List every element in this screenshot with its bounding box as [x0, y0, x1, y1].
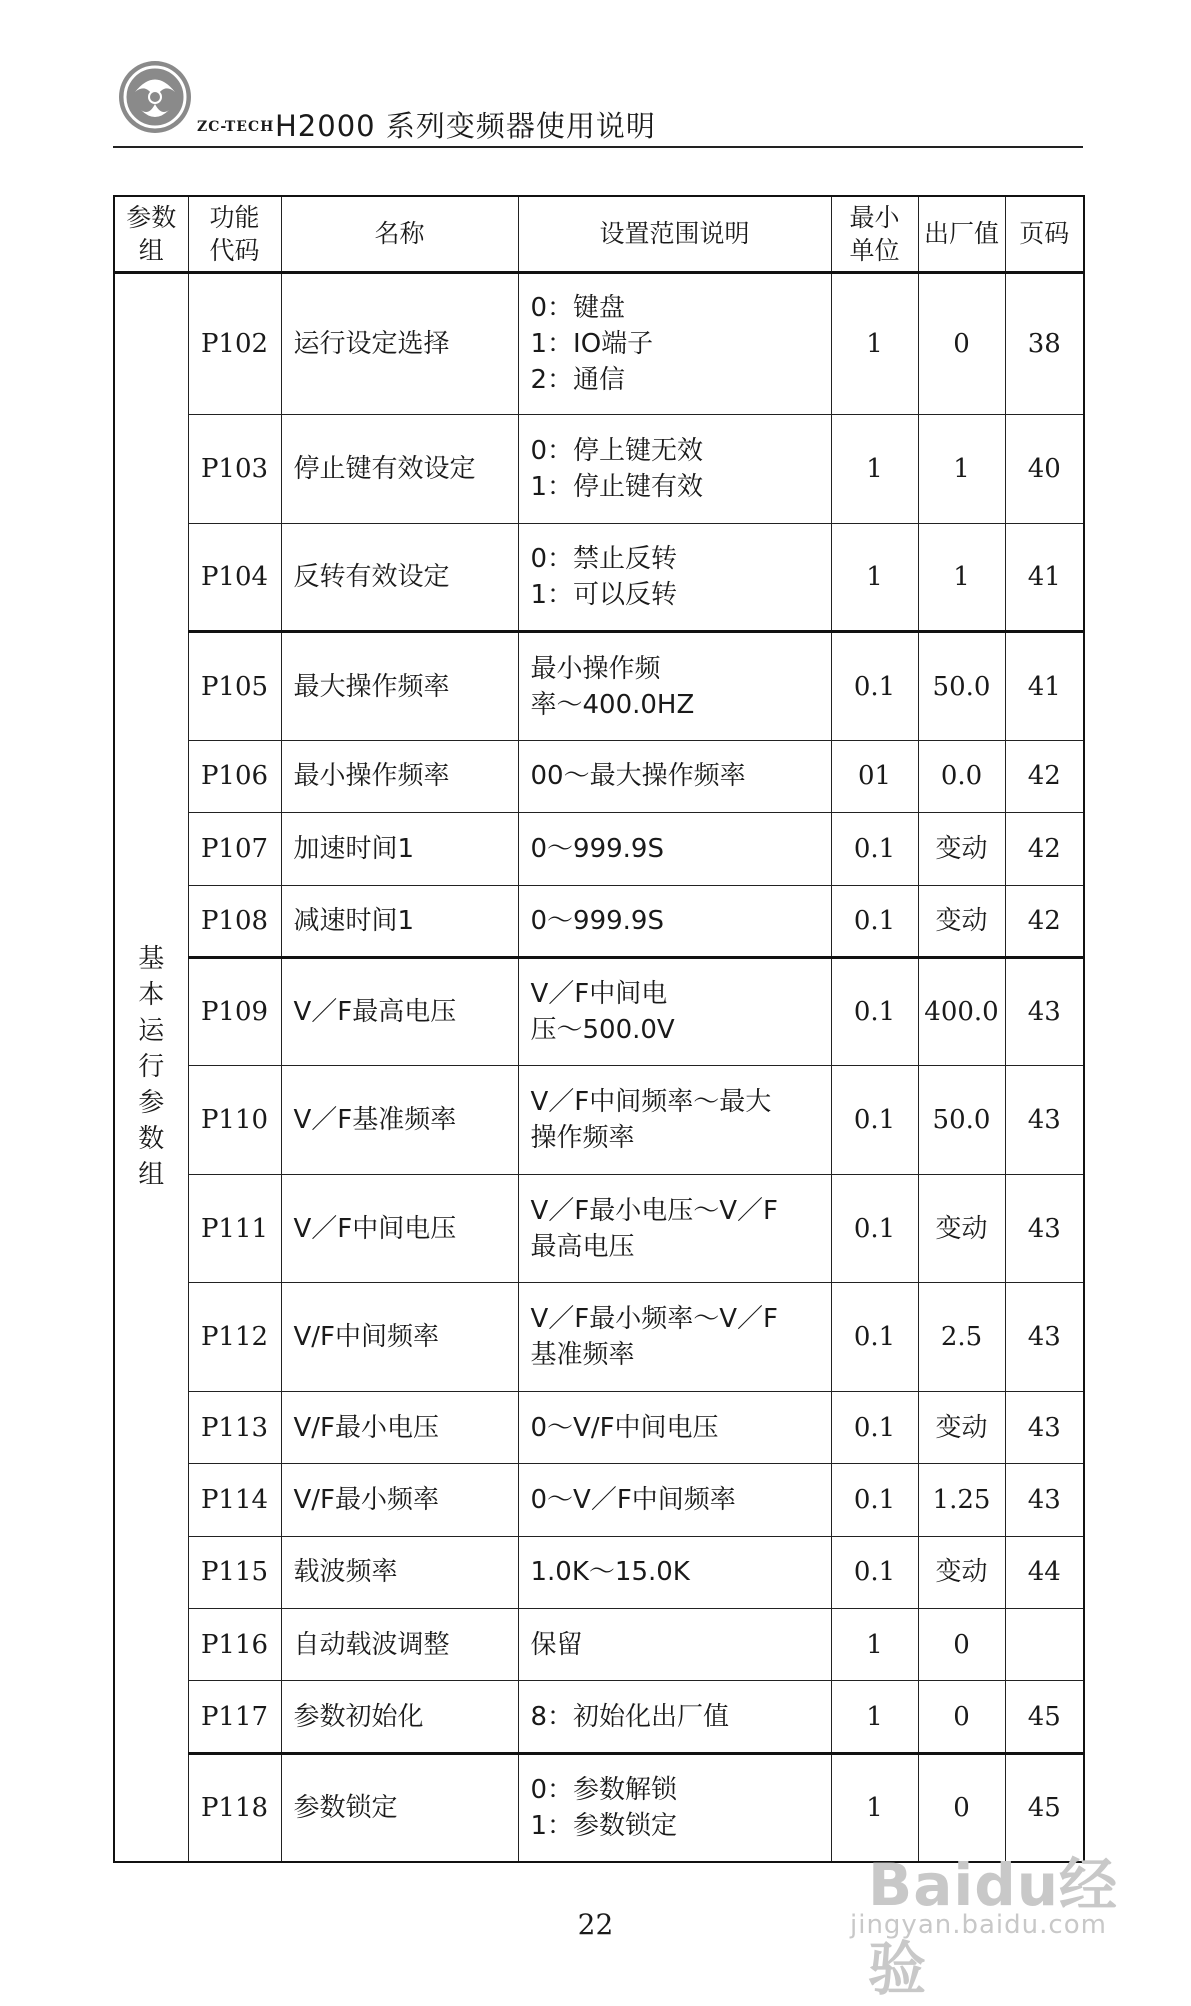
desc-cell	[518, 1536, 831, 1608]
desc-line: 2：通信	[530, 364, 626, 395]
default-cell: 50.0	[918, 632, 1005, 741]
name-cell: 参数初始化	[281, 1681, 518, 1753]
default-cell: 0	[918, 1681, 1005, 1753]
desc-line: 1：停止键有效	[530, 471, 704, 502]
table-row	[114, 1392, 1084, 1464]
default-cell: 2.5	[918, 1283, 1005, 1392]
page-cell: 41	[1005, 632, 1084, 741]
default-cell: 400.0	[918, 957, 1005, 1066]
table-row	[114, 415, 1084, 524]
desc-cell	[518, 1392, 831, 1464]
code-cell: P103	[188, 415, 281, 524]
default-cell: 变动	[918, 1392, 1005, 1464]
unit-cell: 0.1	[831, 885, 918, 957]
desc-line: V／F中间频率～最大	[530, 1087, 772, 1118]
desc-line: 0：禁止反转	[530, 544, 678, 574]
table-row	[114, 1681, 1084, 1753]
desc-cell	[518, 1681, 831, 1753]
name-cell: 载波频率	[281, 1536, 518, 1608]
desc-line: V／F中间电	[530, 979, 668, 1010]
header-cell: 页码	[1005, 196, 1084, 272]
desc-cell	[518, 1753, 831, 1862]
desc-line: 1：可以反转	[530, 580, 678, 610]
unit-cell: 0.1	[831, 632, 918, 741]
desc-cell	[518, 885, 831, 957]
desc-cell	[518, 957, 831, 1066]
code-cell: P109	[188, 957, 281, 1066]
desc-cell	[518, 740, 831, 812]
desc-line: V／F最小频率～V／F	[530, 1304, 778, 1335]
desc-line: 8：初始化出厂值	[530, 1701, 730, 1732]
table-row	[114, 1066, 1084, 1175]
table-row	[114, 1174, 1084, 1283]
name-cell: 停止键有效设定	[281, 415, 518, 524]
page-cell: 41	[1005, 523, 1084, 632]
code-cell: P115	[188, 1536, 281, 1608]
group-label: 基 本 运 行 参 数 组	[138, 944, 165, 1191]
header-cell: 功能代码	[188, 196, 281, 272]
unit-cell: 1	[831, 1753, 918, 1862]
desc-cell	[518, 523, 831, 632]
desc-line: V／F最小电压～V／F	[530, 1195, 778, 1226]
page-cell: 43	[1005, 957, 1084, 1066]
default-cell: 1.25	[918, 1464, 1005, 1536]
desc-cell	[518, 1609, 831, 1681]
unit-cell: 1	[831, 272, 918, 415]
desc-line: 0～999.9S	[530, 833, 664, 864]
name-cell: 加速时间1	[281, 813, 518, 885]
code-cell: P105	[188, 632, 281, 741]
code-cell: P104	[188, 523, 281, 632]
header-cell: 参数组	[114, 196, 188, 272]
table-header-row	[114, 196, 1084, 272]
code-cell: P118	[188, 1753, 281, 1862]
default-cell: 变动	[918, 1536, 1005, 1608]
table-row	[114, 1464, 1084, 1536]
unit-cell: 0.1	[831, 813, 918, 885]
zc-tech-logo-icon	[113, 52, 203, 142]
page-cell: 38	[1005, 272, 1084, 415]
table-row	[114, 1283, 1084, 1392]
desc-cell	[518, 1174, 831, 1283]
name-cell: V／F最高电压	[281, 957, 518, 1066]
table-row	[114, 957, 1084, 1066]
table-row	[114, 1536, 1084, 1608]
table-row	[114, 523, 1084, 632]
default-cell: 变动	[918, 885, 1005, 957]
page-cell: 45	[1005, 1681, 1084, 1753]
table-row	[114, 272, 1084, 415]
page-cell: 42	[1005, 740, 1084, 812]
page-cell: 42	[1005, 813, 1084, 885]
unit-cell: 0.1	[831, 1464, 918, 1536]
page-cell: 43	[1005, 1464, 1084, 1536]
table-row	[114, 632, 1084, 741]
page-cell: 43	[1005, 1066, 1084, 1175]
name-cell: V／F基准频率	[281, 1066, 518, 1175]
header-cell: 出厂值	[918, 196, 1005, 272]
unit-cell: 1	[831, 1609, 918, 1681]
default-cell: 0	[918, 1609, 1005, 1681]
page-cell: 43	[1005, 1283, 1084, 1392]
code-cell: P108	[188, 885, 281, 957]
baidu-watermark	[850, 1838, 1150, 2003]
desc-line: 0：停上键无效	[530, 435, 704, 466]
name-cell: 自动载波调整	[281, 1609, 518, 1681]
desc-line: 率～400.0HZ	[530, 689, 695, 720]
desc-line: 压～500.0V	[530, 1015, 675, 1046]
table-row	[114, 740, 1084, 812]
document-title: H2000 系列变频器使用说明	[275, 109, 656, 143]
desc-line: 0～999.9S	[530, 905, 664, 936]
name-cell: V/F中间频率	[281, 1283, 518, 1392]
header-cell: 最小单位	[831, 196, 918, 272]
code-cell: P112	[188, 1283, 281, 1392]
page-cell: 45	[1005, 1753, 1084, 1862]
header-cell: 名称	[281, 196, 518, 272]
code-cell: P106	[188, 740, 281, 812]
unit-cell: 0.1	[831, 1174, 918, 1283]
code-cell: P110	[188, 1066, 281, 1175]
code-cell: P114	[188, 1464, 281, 1536]
desc-cell	[518, 632, 831, 741]
desc-line: 0：参数解锁	[530, 1774, 678, 1805]
table-row	[114, 813, 1084, 885]
name-cell: V/F最小电压	[281, 1392, 518, 1464]
default-cell: 变动	[918, 813, 1005, 885]
desc-line: 操作频率	[530, 1123, 635, 1154]
desc-cell	[518, 1066, 831, 1175]
name-cell: 最大操作频率	[281, 632, 518, 741]
brand-name: ZC-TECH	[197, 119, 275, 135]
desc-line: 最小操作频	[530, 653, 661, 684]
unit-cell: 1	[831, 415, 918, 524]
unit-cell: 0.1	[831, 1066, 918, 1175]
page-cell: 42	[1005, 885, 1084, 957]
table-row	[114, 885, 1084, 957]
code-cell: P102	[188, 272, 281, 415]
page-cell: 43	[1005, 1392, 1084, 1464]
desc-cell	[518, 415, 831, 524]
unit-cell: 1	[831, 1681, 918, 1753]
default-cell: 0.0	[918, 740, 1005, 812]
desc-cell	[518, 1283, 831, 1392]
default-cell: 1	[918, 415, 1005, 524]
watermark-main-text: Baidu经验	[868, 1851, 1119, 2003]
page-cell: 44	[1005, 1536, 1084, 1608]
code-cell: P116	[188, 1609, 281, 1681]
code-cell: P111	[188, 1174, 281, 1283]
desc-line: 保留	[530, 1629, 583, 1660]
parameter-group-cell	[114, 272, 188, 1862]
desc-line: 0：键盘	[530, 292, 626, 323]
name-cell: 减速时间1	[281, 885, 518, 957]
default-cell: 1	[918, 523, 1005, 632]
default-cell: 0	[918, 1753, 1005, 1862]
default-cell: 0	[918, 272, 1005, 415]
desc-cell	[518, 1464, 831, 1536]
desc-line: 0～V／F中间频率	[530, 1485, 736, 1516]
name-cell: 最小操作频率	[281, 740, 518, 812]
desc-line: 1：IO端子	[530, 328, 654, 359]
header-divider	[113, 146, 1083, 148]
parameter-table	[113, 195, 1085, 1863]
unit-cell: 01	[831, 740, 918, 812]
code-cell: P113	[188, 1392, 281, 1464]
default-cell: 变动	[918, 1174, 1005, 1283]
name-cell: 运行设定选择	[281, 272, 518, 415]
unit-cell: 0.1	[831, 1283, 918, 1392]
name-cell: V／F中间电压	[281, 1174, 518, 1283]
header-cell: 设置范围说明	[518, 196, 831, 272]
unit-cell: 0.1	[831, 1392, 918, 1464]
unit-cell: 1	[831, 523, 918, 632]
page-header	[113, 52, 1083, 148]
unit-cell: 0.1	[831, 1536, 918, 1608]
unit-cell: 0.1	[831, 957, 918, 1066]
page-number: 22	[577, 1908, 614, 1941]
table-row	[114, 1609, 1084, 1681]
desc-cell	[518, 272, 831, 415]
page-cell: 43	[1005, 1174, 1084, 1283]
name-cell: 反转有效设定	[281, 523, 518, 632]
page-cell: 40	[1005, 415, 1084, 524]
code-cell: P107	[188, 813, 281, 885]
desc-line: 最高电压	[530, 1231, 635, 1262]
desc-cell	[518, 813, 831, 885]
name-cell: 参数锁定	[281, 1753, 518, 1862]
name-cell: V/F最小频率	[281, 1464, 518, 1536]
desc-line: 1.0K～15.0K	[530, 1557, 690, 1588]
watermark-url: jingyan.baidu.com	[850, 1910, 1107, 1940]
desc-line: 0～V/F中间电压	[530, 1412, 719, 1443]
default-cell: 50.0	[918, 1066, 1005, 1175]
desc-line: 1：参数锁定	[530, 1810, 678, 1841]
page-cell	[1005, 1609, 1084, 1681]
code-cell: P117	[188, 1681, 281, 1753]
desc-line: 00～最大操作频率	[530, 761, 746, 792]
desc-line: 基准频率	[530, 1340, 635, 1371]
